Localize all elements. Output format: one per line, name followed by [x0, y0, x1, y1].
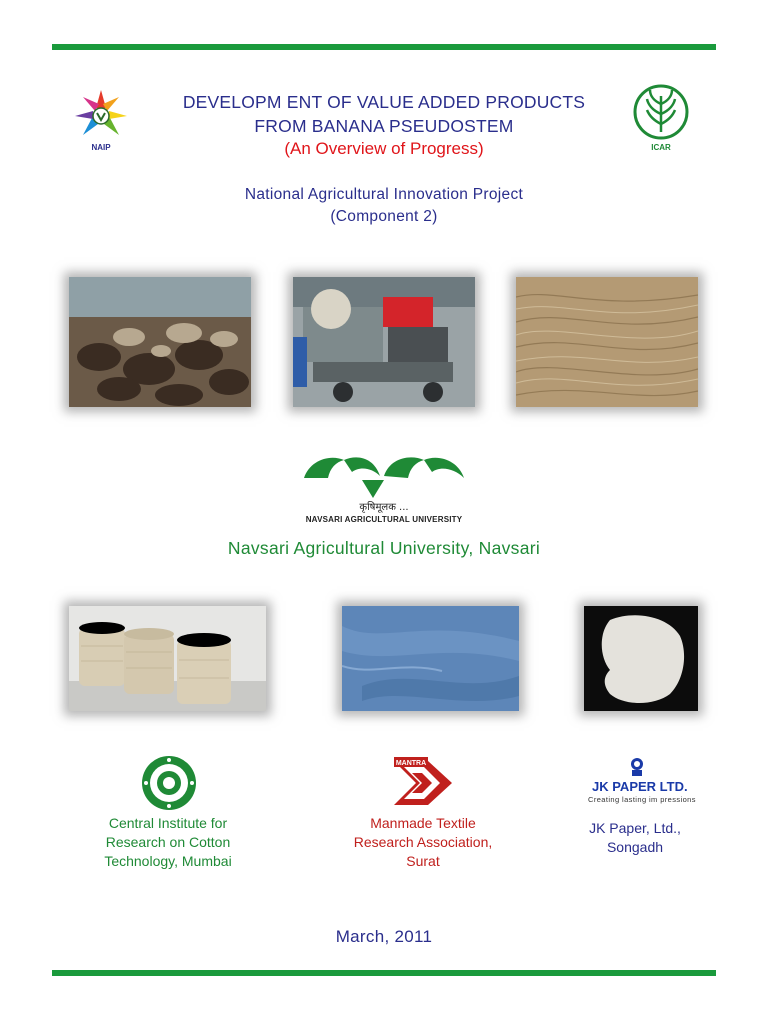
title-line-2: FROM BANANA PSEUDOSTEM: [254, 116, 514, 136]
photo-paper-sheet: [584, 606, 698, 711]
photo-extraction-machine: [293, 277, 475, 407]
photo-blue-fabric: [342, 606, 519, 711]
partner-jk-paper: [560, 819, 710, 857]
university-name: Navsari Agricultural University, Navsari: [227, 538, 541, 558]
naip-logo-text: NAIP: [91, 143, 111, 152]
jk-paper-name: JK PAPER LTD.: [592, 779, 688, 794]
nau-logo: [300, 450, 468, 519]
project-heading: [0, 184, 768, 228]
mantra-logo: [394, 757, 452, 812]
nau-hindi-text: कृषिमूलक ...: [359, 502, 409, 513]
document-title: [0, 90, 768, 138]
partner-circot-line2: Research on Cotton: [105, 834, 231, 850]
project-line-2: (Component 2): [330, 208, 438, 225]
publication-date: March, 2011: [335, 927, 433, 946]
photo-banana-fiber: [516, 277, 698, 407]
document-subtitle: (An Overview of Progress): [284, 139, 484, 158]
partner-mantra-line2: Research Association,: [353, 834, 493, 850]
bottom-rule: [52, 970, 716, 976]
partner-circot: [68, 814, 268, 871]
jk-paper-tagline: Creating lasting im pressions: [588, 795, 696, 804]
partner-circot-line1: Central Institute for: [108, 815, 228, 831]
circot-logo: [140, 754, 198, 817]
icar-logo-text: ICAR: [651, 143, 671, 152]
partner-mantra: [323, 814, 523, 871]
mantra-logo-text: MANTRA: [395, 760, 427, 767]
partner-mantra-line1: Manmade Textile: [370, 815, 476, 831]
partner-jk-line2: Songadh: [606, 839, 664, 855]
photo-yarn-cones: [69, 606, 266, 711]
partner-circot-line3: Technology, Mumbai: [104, 853, 232, 869]
partner-mantra-line3: Surat: [406, 853, 440, 869]
nau-caption: NAVSARI AGRICULTURAL UNIVERSITY: [305, 515, 463, 524]
project-line-1: National Agricultural Innovation Project: [244, 186, 524, 203]
title-line-1: DEVELOPM ENT OF VALUE ADDED PRODUCTS: [182, 92, 586, 112]
photo-pseudostem-pile: [69, 277, 251, 407]
top-rule: [52, 44, 716, 50]
partner-jk-line1: JK Paper, Ltd.,: [589, 820, 681, 836]
